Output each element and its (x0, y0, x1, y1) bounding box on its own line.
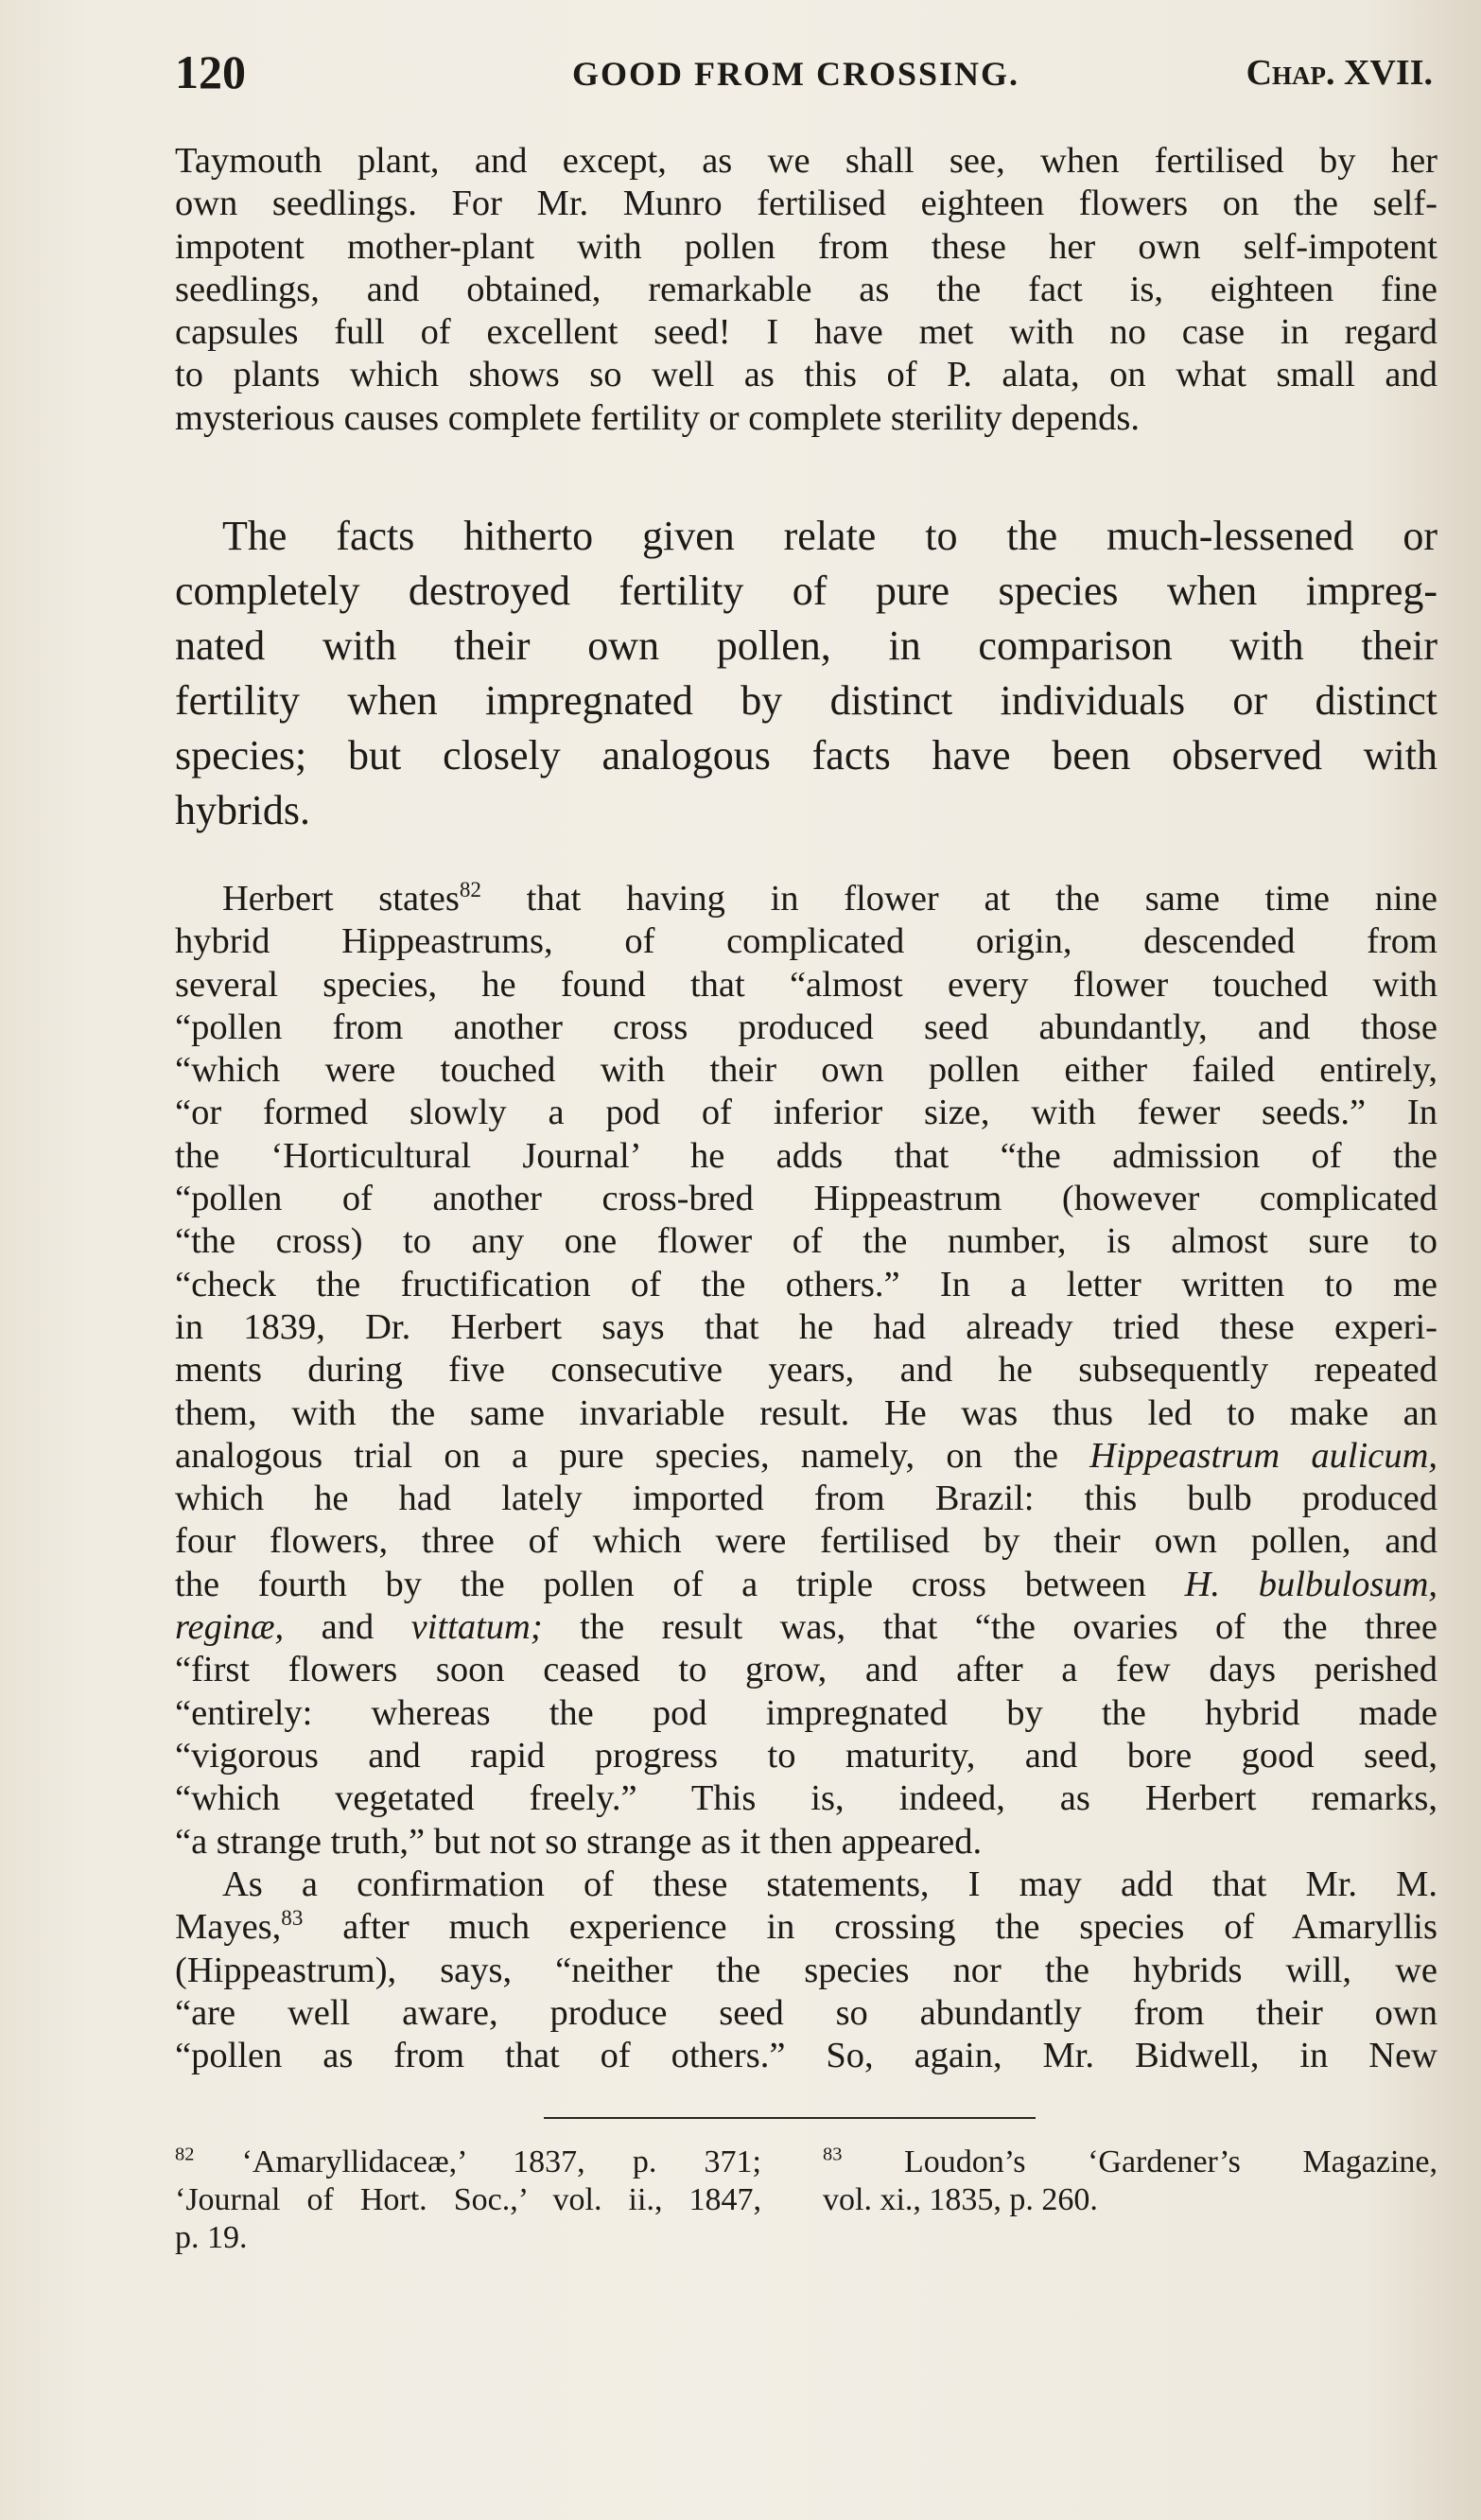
text-line: As a confirmation of these statements, I may add that Mr. M. (222, 1864, 1437, 1904)
text-line: to plants which shows so well as this of P. alata, on what small and (175, 355, 1437, 395)
text-line: “pollen from another cross produced seed abundantly, and those (175, 1006, 1437, 1047)
footnote-divider (544, 2117, 1036, 2119)
text-line: “check the fructification of the others.” In a letter written to me (175, 1264, 1437, 1304)
text-line: “which vegetated freely.” This is, indeed, as Herbert remarks, (175, 1778, 1437, 1819)
text-line: ments during five consecutive years, and he subsequently repeated (175, 1350, 1437, 1391)
text-line: nated with their own pollen, in comparison with their (175, 622, 1437, 669)
text-line-with-italic: the fourth by the pollen of a triple cross between H. bulbulosum, (175, 1564, 1437, 1604)
chapter-label: Chap. XVII. (1246, 53, 1433, 93)
paragraph-3 (175, 878, 1437, 1864)
text-line: fertility when impregnated by distinct individuals or distinct (175, 677, 1437, 724)
text-line: “first flowers soon ceased to grow, and after a few days perished (175, 1650, 1437, 1690)
page-number: 120 (175, 45, 246, 98)
text-line-with-italic: analogous trial on a pure species, namely, on the Hippeastrum aulicum, (175, 1435, 1437, 1476)
text-line: “a strange truth,” but not so strange as it then appeared. (175, 1821, 983, 1862)
text-line: completely destroyed fertility of pure species when impreg- (175, 568, 1437, 614)
text-line: them, with the same invariable result. He was thus led to make an (175, 1392, 1437, 1433)
footnote-number: 83 (823, 2144, 843, 2165)
text-line: own seedlings. For Mr. Munro fertilised eighteen flowers on the self- (175, 184, 1437, 224)
text-line: the ‘Horticultural Journal’ he adds that “the admission of the (175, 1135, 1437, 1176)
text-line-with-italic: reginæ, and vittatum; the result was, that “the ovaries of the three (175, 1607, 1437, 1648)
footnote-82 (175, 2144, 761, 2257)
text-line-with-footnote-ref: Mayes,$^{83}$ after much experience in crossing the species of Amaryllis (175, 1905, 1437, 1948)
text-line-with-footnote-ref: Herbert states$^{82}$ that having in flower at the same time nine (222, 877, 1437, 919)
text-line: “pollen of another cross-bred Hippeastrum (however complicated (175, 1179, 1437, 1219)
text-line: four flowers, three of which were fertilised by their own pollen, and (175, 1521, 1437, 1562)
text-line: “or formed slowly a pod of inferior size, with fewer seeds.” In (175, 1093, 1437, 1133)
paragraph-2 (175, 509, 1437, 838)
footnote-text: Loudon’s ‘Gardener’s Magazine, (842, 2144, 1437, 2179)
footnote-83 (823, 2144, 1437, 2219)
text-line: “are well aware, produce seed so abundantly from their own (175, 1992, 1437, 2033)
text-line: Taymouth plant, and except, as we shall see, when fertilised by her (175, 141, 1437, 181)
text-line-indented (175, 1864, 1437, 1906)
page-header (175, 45, 1433, 102)
text-line: hybrid Hippeastrums, of complicated origin, descended from (175, 921, 1437, 962)
running-title: GOOD FROM CROSSING. (572, 55, 1020, 93)
text-line: “the cross) to any one flower of the number, is almost sure to (175, 1221, 1437, 1262)
footnote-line (823, 2144, 1437, 2181)
paragraph-1 (175, 140, 1437, 440)
paragraph-4 (175, 1864, 1437, 2077)
footnote-line (175, 2144, 761, 2181)
text-line: “pollen as from that of others.” So, again, Mr. Bidwell, in New (175, 2036, 1437, 2076)
footnote-text: ‘Amaryllidaceæ,’ 1837, p. 371; (194, 2144, 761, 2179)
text-line: which he had lately imported from Brazil: this bulb produced (175, 1479, 1437, 1519)
footnote-ref-82[interactable]: 82 (459, 877, 481, 902)
text-line: The facts hitherto given relate to the much-lessened or (222, 513, 1437, 559)
text-line: species; but closely analogous facts have been observed with (175, 732, 1437, 779)
text-line: mysterious causes complete fertility or complete sterility depends. (175, 397, 1140, 438)
text-line: “vigorous and rapid progress to maturity, and bore good seed, (175, 1735, 1437, 1776)
text-line: “which were touched with their own pollen either failed entirely, (175, 1050, 1437, 1091)
footnote-line: p. 19. (175, 2220, 248, 2255)
text-line: in 1839, Dr. Herbert says that he had already tried these experi- (175, 1306, 1437, 1347)
text-line: several species, he found that “almost every flower touched with (175, 964, 1437, 1005)
text-line-indented (175, 509, 1437, 564)
text-line: capsules full of excellent seed! I have met with no case in regard (175, 312, 1437, 353)
footnote-line: vol. xi., 1835, p. 260. (823, 2182, 1098, 2217)
text-line: seedlings, and obtained, remarkable as the fact is, eighteen fine (175, 269, 1437, 309)
text-line: “entirely: whereas the pod impregnated by the hybrid made (175, 1692, 1437, 1733)
text-line: (Hippeastrum), says, “neither the species nor the hybrids will, we (175, 1950, 1437, 1990)
footnote-ref-83[interactable]: 83 (281, 1905, 304, 1931)
text-line: impotent mother-plant with pollen from these her own self-impotent (175, 226, 1437, 267)
text-line: hybrids. (175, 787, 310, 833)
footnote-line: ‘Journal of Hort. Soc.,’ vol. ii., 1847, (175, 2182, 761, 2217)
footnote-number: 82 (175, 2144, 195, 2165)
